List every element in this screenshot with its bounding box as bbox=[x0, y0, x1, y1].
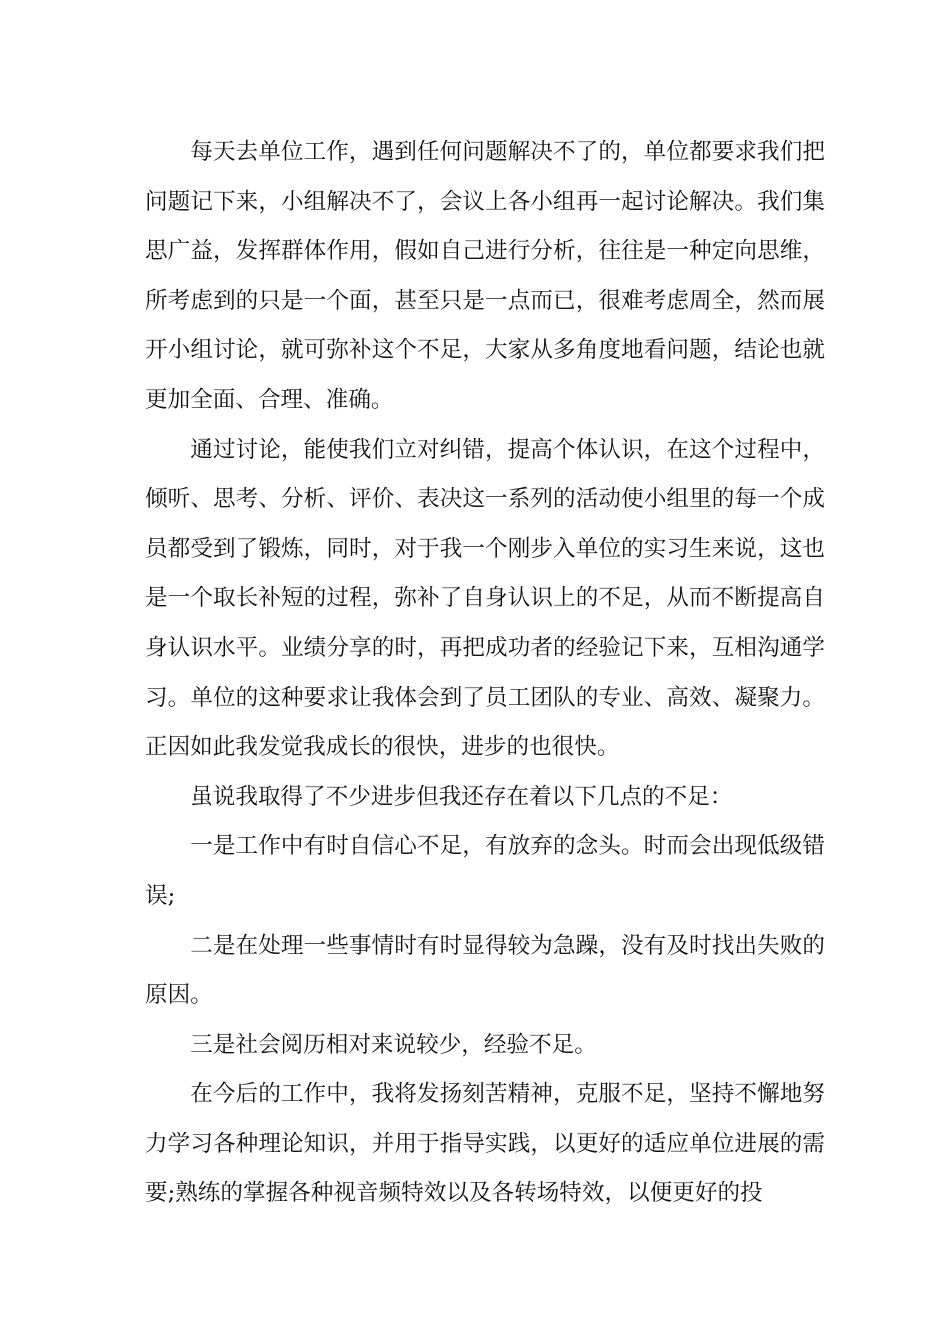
paragraph-5: 二是在处理一些事情时有时显得较为急躁，没有及时找出失败的原因。 bbox=[145, 932, 825, 1009]
document-body bbox=[145, 128, 825, 1219]
paragraph-3: 虽说我取得了不少进步但我还存在着以下几点的不足： bbox=[190, 783, 733, 810]
paragraph-1: 每天去单位工作，遇到任何问题解决不了的，单位都要求我们把问题记下来，小组解决不了，会议上各小组再一起讨论解决。我们集思广益，发挥群体作用，假如自己进行分析，往往是一种定向思维，所考虑到的只是一个面，甚至只是一点而已，很难考虑周全，然而展开小组讨论，就可弥补这个不足，大家从多角度地看问题，结论也就更加全面、合理、准确。 bbox=[145, 139, 825, 413]
paragraph-6: 三是社会阅历相对来说较少，经验不足。 bbox=[190, 1031, 597, 1058]
paragraph-4: 一是工作中有时自信心不足，有放弃的念头。时而会出现低级错误; bbox=[145, 833, 825, 909]
paragraph-7: 在今后的工作中，我将发扬刻苦精神，克服不足，坚持不懈地努力学习各种理论知识，并用于指导实践，以更好的适应单位进展的需要;熟练的掌握各种视音频特效以及各转场特效，以便更好的投 bbox=[145, 1081, 825, 1207]
paragraph-2: 通过讨论，能使我们立对纠错，提高个体认识，在这个过程中，倾听、思考、分析、评价、表决这一系列的活动使小组里的每一个成员都受到了锻炼，同时，对于我一个刚步入单位的实习生来说，这也是一个取长补短的过程，弥补了自身认识上的不足，从而不断提高自身认识水平。业绩分享的时，再把成功者的经验记下来，互相沟通学习。单位的这种要求让我体会到了员工团队的专业、高效、凝聚力。正因如此我发觉我成长的很快，进步的也很快。 bbox=[145, 436, 825, 761]
